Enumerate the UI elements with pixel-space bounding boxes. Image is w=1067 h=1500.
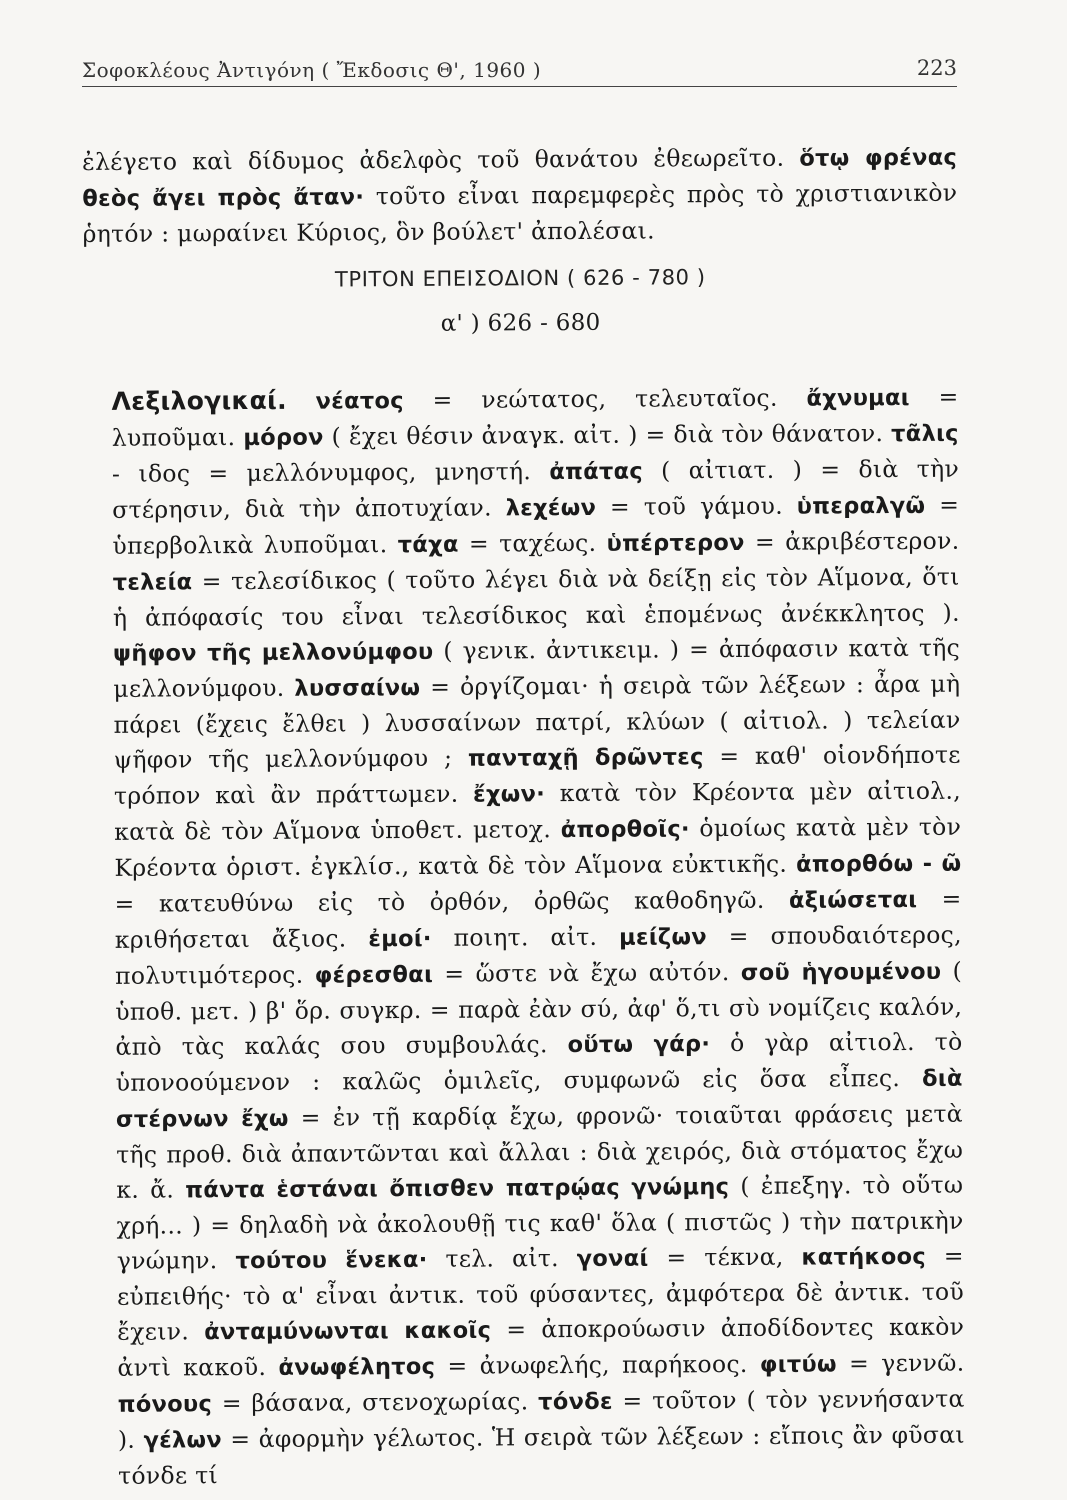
lemma: ἀπορθοῖς· [560,816,690,844]
gloss-text: τελ. αἰτ. [427,1243,577,1273]
gloss-text: ἐλέγετο καὶ δίδυμος ἀδελφὸς τοῦ θανάτου ἐθεωρεῖτο. [82,143,800,176]
main-paragraph [83,379,965,1494]
gloss-text: = ἀνωφελής, παρήκοος. [435,1349,760,1380]
gloss-text: = ὥστε νὰ ἔχω αὐτόν. [433,957,741,988]
gloss-text: - ιδος = μελλόνυμφος, μνηστή. [111,457,550,488]
lemma: ἀνταμύνωνται κακοῖς [204,1317,492,1346]
lemma: ἐμοί· [368,925,432,953]
gloss-text: = ἀφορμὴν γέλωτος. Ἡ σειρὰ τῶν λέξεων : εἴποις ἂν φῦσαι τόνδε τί [118,1420,965,1490]
gloss-text: = κριθήσεται ἄξιος. [114,884,962,954]
gloss-text: τοῦτο εἶναι παρεμφερὲς πρὸς τὸ χριστιανικὸν ῥητόν : μωραίνει Κύριος, ὃν βούλετ' ἀπολέσαι. [82,178,958,248]
gloss-text: ( ἐπεξηγ. τὸ οὕτω χρή... ) = δηλαδὴ νὰ ἀκολουθῇ τις καθ' ὅλα ( πιστῶς ) τὴν πατρικὴν γνώμην. [116,1170,964,1275]
lemma: ἀνωφέλητος [278,1353,436,1381]
gloss-text: ( γενικ. ἀντικειμ. ) = ἀπόφασιν κατὰ τῆς μελλονύμφου. [113,633,961,703]
lemma: ἀξιώσεται [788,886,918,914]
lemma: ὅτῳ φρένας θεὸς ἄγει πρὸς ἄταν· [82,144,958,212]
gloss-text: = τοῦτον ( τὸν γεννήσαντα ). [117,1384,965,1454]
running-title: Σοφοκλέους Ἀντιγόνη ( Ἔκδοσις Θ', 1960 ) [82,58,542,82]
page-number: 223 [916,56,957,80]
lemma: διὰ στέρνων ἔχω [115,1065,963,1133]
lemma: νέατος [315,388,404,415]
lemma: πάντα ἑστάναι ὄπισθεν πατρῴας γνώμης [185,1174,730,1204]
gloss-text: = τέκνα, [648,1242,802,1272]
gloss-text: = καθ' οἱονδήποτε τρόπον καὶ ἂν πράττωμεν. [113,740,961,810]
lemma: ὑπέρτερον [606,529,745,557]
lemma: τόνδε [538,1388,613,1416]
gloss-text: = σπουδαιότερος, πολυτιμότερος. [114,920,962,990]
lemma: ὑπεραλγῶ [796,492,926,520]
gloss-text: ὁ γὰρ αἰτιολ. τὸ ὑπονοούμενον : καλῶς ὁμιλεῖς, συμφωνῶ εἰς ὅσα εἶπες. [115,1027,963,1097]
gloss-text: κατὰ τὸν Κρέοντα μὲν αἰτιολ., κατὰ δὲ τὸν Αἵμονα ὑποθετ. μετοχ. [114,776,962,846]
lemma: πόνους [117,1391,213,1418]
gloss-text: = ὀργίζομαι· ἡ σειρὰ τῶν λέξεων : ἆρα μὴ πάρει (ἔχεις ἔλθει ) λυσσαίνων πατρί, κλύων ( αἰτιολ. ) τελείαν ψῆφον τῆς μελλονύμφου ; [113,669,961,774]
gloss-text: = ἀκριβέστερον. [744,526,960,556]
gloss-text: ποιητ. αἰτ. [431,922,620,952]
lemma: ἄχνυμαι [806,384,910,412]
lemma: πανταχῇ δρῶντες [467,744,704,772]
lemma: τάχα [397,531,459,559]
lemma: φιτύω [759,1351,837,1378]
gloss-text: = τοῦ γάμου. [596,491,797,521]
running-header [82,40,957,87]
gloss-text: = εὐπειθής· τὸ α' εἶναι ἀντικ. τοῦ φύσαντες, ἀμφότερα δὲ ἀντικ. τοῦ ἔχειν. [116,1241,965,1346]
lemma: ἔχων· [473,781,546,808]
lemma: τᾶλις [891,420,959,448]
lemma: οὕτω γάρ· [567,1031,711,1059]
gloss-text: ( ὑποθ. μετ. ) β' ὅρ. συγκρ. = παρὰ ἐὰν σύ, ἀφ' ὅ,τι σὺ νομίζεις καλόν, ἀπὸ τὰς καλάς σου συμβουλάς. [115,956,963,1061]
gloss-text: ὁμοίως κατὰ μὲν τὸν Κρέοντα ὁριστ. ἐγκλίσ., κατὰ δὲ τὸν Αἵμονα εὐκτικῆς. [114,812,962,882]
gloss-text: ( ἔχει θέσιν ἀναγκ. αἰτ. ) = διὰ τὸν θάνατον. [323,419,892,451]
lemma: ἀπάτας [549,458,644,486]
gloss-text: = ὑπερβολικὰ λυποῦμαι. [112,490,960,560]
lemma: λεχέων [505,494,597,522]
lemma: ψῆφον τῆς μελλονύμφου [113,638,434,667]
section-lead-heading: Λεξιλογικαί. [111,385,287,416]
section-title: ΤΡΙΤΟΝ ΕΠΕΙΣΟΔΙΟΝ ( 626 - 780 ) [334,265,706,292]
gloss-text: = λυποῦμαι. [111,382,959,452]
lemma: φέρεσθαι [314,961,434,989]
lemma: μόρον [243,424,324,452]
lemma: γοναί [576,1245,649,1272]
gloss-text [287,387,316,415]
gloss-text: ( αἰτιατ. ) = διὰ τὴν στέρησιν, διὰ τὴν ἀποτυχίαν. [112,454,960,524]
body-text [82,140,965,1494]
gloss-text: = ἐν τῇ καρδίᾳ ἔχω, φρονῶ· τοιαῦται φράσεις μετὰ τῆς προθ. διὰ ἀπαντῶνται καὶ ἄλλαι : διὰ χειρός, διὰ στόματος ἔχω κ. ἄ. [116,1099,964,1204]
subsection-title: α' ) 626 - 680 [440,309,601,337]
gloss-text: = ταχέως. [458,528,607,558]
lemma: λυσσαίνω [294,674,421,702]
lemma: κατήκοος [801,1243,927,1271]
gloss-text: = κατευθύνω εἰς τὸ ὀρθόν, ὀρθῶς καθοδηγῶ. [114,885,789,918]
lemma: μείζων [619,924,708,951]
gloss-text: = γεννῶ. [836,1348,965,1378]
lemma: τελεία [112,569,193,596]
lemma: τούτου ἕνεκα· [235,1246,428,1275]
gloss-text: = ἀποκρούωσιν ἀποδίδοντες κακὸν ἀντὶ κακοῦ. [117,1312,965,1382]
lemma: ἀπορθόω - ῶ [795,850,962,878]
gloss-text: = βάσανα, στενοχωρίας. [211,1387,539,1418]
lemma: σοῦ ἡγουμένου [740,958,942,986]
gloss-text: = τελεσίδικος ( τοῦτο λέγει διὰ νὰ δείξῃ εἰς τὸν Αἵμονα, ὅτι ἡ ἀπόφασίς του εἶναι τελεσίδικος καὶ ἑπομένως ἀνέκκλητος ). [112,562,960,632]
lemma: γέλων [143,1427,223,1454]
intro-paragraph [82,140,958,252]
gloss-text: = νεώτατος, τελευταῖος. [403,383,807,415]
